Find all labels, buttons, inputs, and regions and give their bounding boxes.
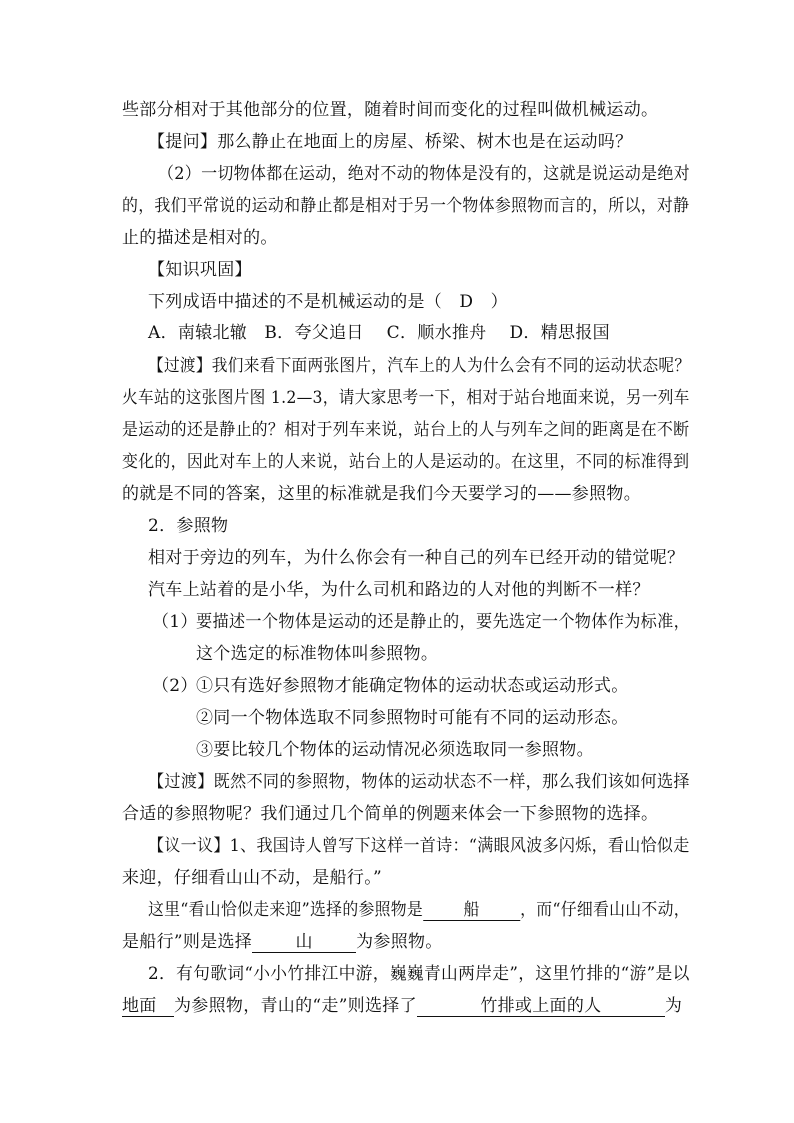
paragraph-line: 变化的，因此对车上的人来说，站台上的人是运动的。在这里，不同的标准得到 — [122, 452, 690, 472]
answer-blank: 竹排或上面的人 — [417, 996, 665, 1017]
fill-blank-line — [122, 931, 443, 953]
list-item-text: ②同一个物体选取不同参照物时可能有不同的运动形态。 — [196, 708, 629, 728]
list-item-text: ①只有选好参照物才能确定物体的运动状态或运动形式。 — [196, 676, 629, 696]
paragraph-line: 些部分相对于其他部分的位置，随着时间而变化的过程叫做机械运动。 — [122, 100, 659, 120]
question-line: 【提问】那么静止在地面上的房屋、桥梁、树木也是在运动吗？ — [148, 132, 633, 152]
exercise-question: 下列成语中描述的不是机械运动的是（ D ） — [148, 292, 508, 312]
paragraph-line: 止的描述是相对的。 — [122, 228, 278, 248]
fill-blank-text: ，而“仔细看山山不动， — [520, 900, 690, 920]
answer-blank: 山 — [252, 932, 356, 953]
exercise-options: A．南辕北辙 B．夸父追日 C．顺水推舟 D．精思报国 — [148, 323, 610, 343]
answer-blank: 船 — [423, 900, 520, 921]
list-item-text: 这个选定的标准物体叫参照物。 — [196, 644, 439, 664]
fill-blank-line — [122, 995, 682, 1017]
paragraph-line: （2）一切物体都在运动，绝对不动的物体是没有的，这就是说运动是绝对 — [158, 164, 690, 184]
paragraph-line: 火车站的这张图片图 1.2—3，请大家思考一下，相对于站台地面来说，另一列车 — [122, 388, 690, 408]
paragraph-line: 相对于旁边的列车，为什么你会有一种自己的列车已经开动的错觉呢？ — [148, 548, 685, 568]
section-heading: 【知识巩固】 — [148, 260, 252, 280]
paragraph-line: 是运动的还是静止的？相对于列车来说，站台上的人与列车之间的距离是在不断 — [122, 420, 690, 440]
fill-blank-line — [148, 899, 690, 921]
paragraph-line: 合适的参照物呢？我们通过几个简单的例题来体会一下参照物的选择。 — [122, 804, 659, 824]
list-item-text: ③要比较几个物体的运动情况必须选取同一参照物。 — [196, 740, 594, 760]
answer-blank: 地面 — [122, 996, 174, 1017]
fill-blank-text: 这里“看山恰似走来迎”选择的参照物是 — [148, 900, 424, 920]
paragraph-line: 2．有句歌词“小小竹排江中游，巍巍青山两岸走”，这里竹排的“游”是以 — [148, 964, 690, 984]
paragraph-line: 来迎，仔细看山山不动，是船行。” — [122, 868, 382, 888]
paragraph-line: 的，我们平常说的运动和静止都是相对于另一个物体参照物而言的，所以，对静 — [122, 196, 690, 216]
section-heading: 2．参照物 — [148, 516, 229, 536]
paragraph-line: 【议一议】1、我国诗人曾写下这样一首诗：“满眼风波多闪烁，看山恰似走 — [148, 836, 690, 856]
paragraph-line: 汽车上站着的是小华，为什么司机和路边的人对他的判断不一样？ — [148, 580, 650, 600]
list-number: （2） — [152, 676, 198, 696]
fill-blank-text: 为参照物，青山的“走”则选择了 — [174, 996, 417, 1016]
fill-blank-text: 为参照物。 — [356, 932, 443, 952]
paragraph-line: 【过渡】既然不同的参照物，物体的运动状态不一样，那么我们该如何选择 — [148, 772, 690, 792]
paragraph-line: 的就是不同的答案，这里的标准就是我们今天要学习的——参照物。 — [122, 484, 641, 504]
fill-blank-text: 为 — [664, 996, 683, 1016]
paragraph-line: 【过渡】我们来看下面两张图片，汽车上的人为什么会有不同的运动状态呢？ — [148, 356, 691, 376]
list-number: （1） — [152, 612, 198, 632]
list-item-text: 要描述一个物体是运动的还是静止的，要先选定一个物体作为标准， — [196, 612, 691, 632]
fill-blank-text: 是船行”则是选择 — [122, 932, 253, 952]
